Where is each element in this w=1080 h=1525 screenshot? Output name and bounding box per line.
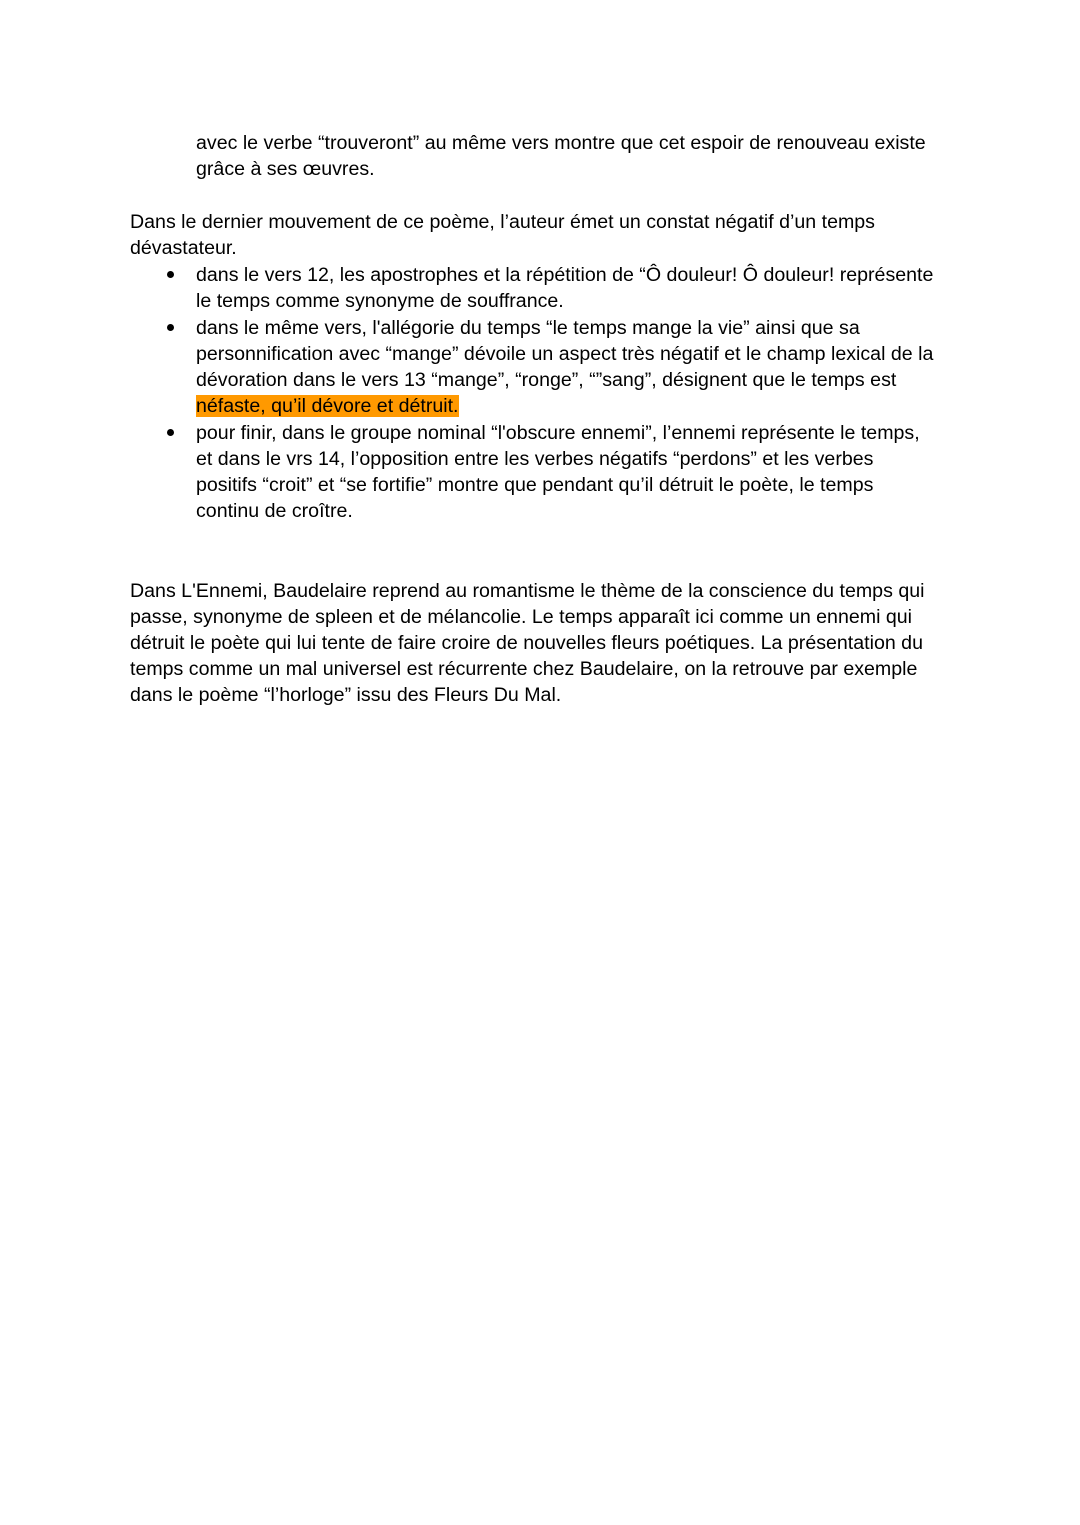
- section-intro-line-1: Dans le dernier mouvement de ce poème, l’auteur émet un constat négatif d’un temps: [130, 211, 875, 233]
- bullet-1-line-2: le temps comme synonyme de souffrance.: [196, 290, 564, 312]
- bullet-2-line-4: [196, 393, 459, 419]
- bullet-3-line-3: positifs “croit” et “se fortifie” montre que pendant qu’il détruit le poète, le temps: [196, 474, 874, 496]
- conclusion-line-4: temps comme un mal universel est récurrente chez Baudelaire, on la retrouve par exemple: [130, 658, 918, 680]
- bullet-3-line-2: et dans le vrs 14, l’opposition entre les verbes négatifs “perdons” et les verbes: [196, 448, 874, 470]
- bullet-3-line-1: pour finir, dans le groupe nominal “l'obscure ennemi”, l’ennemi représente le temps,: [196, 422, 920, 444]
- bullet-marker: [167, 429, 174, 436]
- bullet-2-line-2: personnification avec “mange” dévoile un aspect très négatif et le champ lexical de la: [196, 343, 934, 365]
- conclusion-line-5: dans le poème “l’horloge” issu des Fleurs Du Mal.: [130, 684, 562, 706]
- bullet-1-line-1: dans le vers 12, les apostrophes et la répétition de “Ô douleur! Ô douleur! représente: [196, 264, 934, 286]
- highlighted-text: néfaste, qu’il dévore et détruit.: [196, 395, 459, 417]
- conclusion-line-3: détruit le poète qui lui tente de faire croire de nouvelles fleurs poétiques. La présentation du: [130, 632, 923, 654]
- bullet-2-line-1: dans le même vers, l'allégorie du temps “le temps mange la vie” ainsi que sa: [196, 317, 860, 339]
- bullet-3-line-4: continu de croître.: [196, 500, 353, 522]
- bullet-2-line-3: dévoration dans le vers 13 “mange”, “ronge”, “”sang”, désignent que le temps est: [196, 369, 897, 391]
- section-intro-line-2: dévastateur.: [130, 237, 237, 259]
- bullet-marker: [167, 324, 174, 331]
- bullet-marker: [167, 271, 174, 278]
- conclusion-line-1: Dans L'Ennemi, Baudelaire reprend au romantisme le thème de la conscience du temps qui: [130, 580, 925, 602]
- conclusion-line-2: passe, synonyme de spleen et de mélancolie. Le temps apparaît ici comme un ennemi qui: [130, 606, 913, 628]
- continuation-line-1: avec le verbe “trouveront” au même vers montre que cet espoir de renouveau existe: [196, 132, 926, 154]
- continuation-line-2: grâce à ses œuvres.: [196, 158, 375, 180]
